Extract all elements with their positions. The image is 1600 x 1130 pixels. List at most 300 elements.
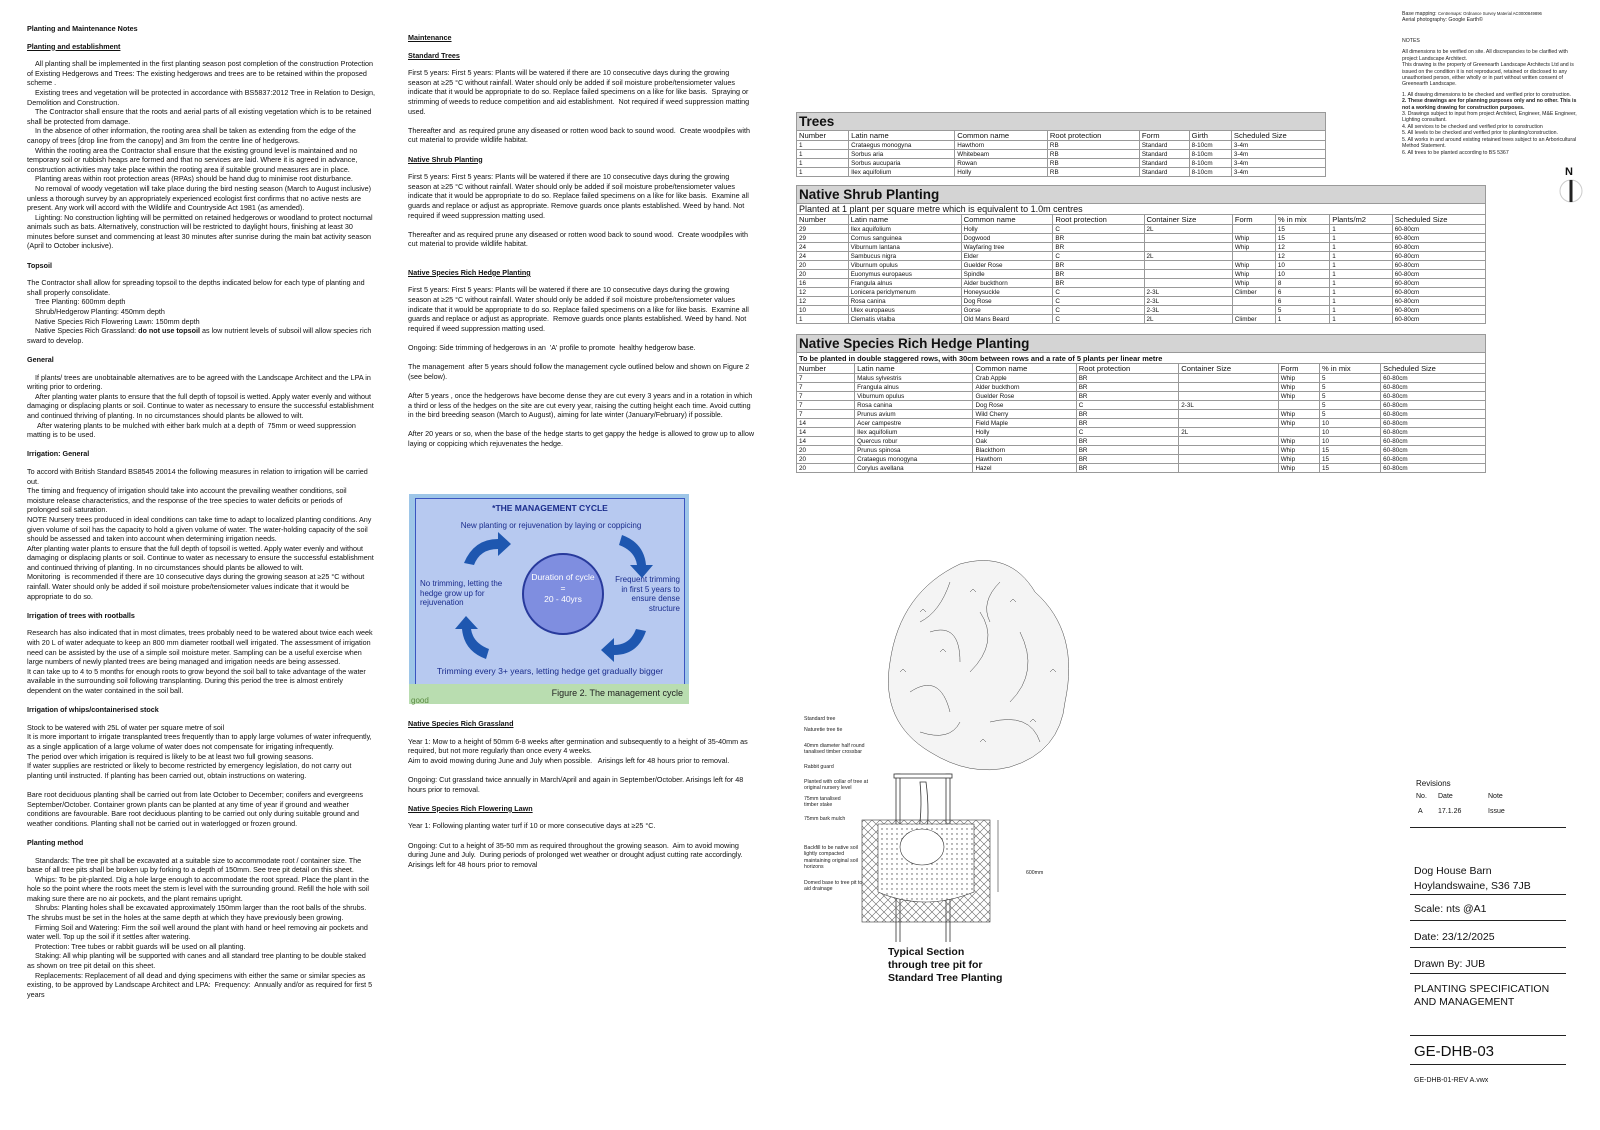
table-cell: [1179, 437, 1278, 446]
general-heading: General: [27, 355, 54, 364]
table-cell: Acer campestre: [855, 419, 973, 428]
table-cell: 10: [1319, 437, 1380, 446]
emphasis-text: do not use topsoil: [138, 326, 200, 336]
table-cell: 60-80cm: [1392, 270, 1485, 279]
table-cell: 1: [797, 168, 849, 177]
table-cell: 1: [1330, 297, 1393, 306]
figure-cropped-text: good: [411, 696, 429, 705]
table-cell: Frangula alnus: [848, 279, 961, 288]
table-row: [797, 279, 1486, 288]
table-cell: Hazel: [973, 464, 1076, 473]
table-title: Native Shrub Planting: [797, 186, 1486, 204]
divider: [1410, 894, 1566, 895]
table-cell: Whip: [1232, 234, 1275, 243]
paragraph: Ongoing: Cut grassland twice annually in March/April and again in September/October. Arisings left for 48 hours prior to removal.: [408, 774, 746, 794]
grassland-heading: Native Species Rich Grassland: [408, 719, 514, 728]
base-mapping-source: Centremaps: Ordnance Survey Material AC0000849896: [1438, 11, 1542, 16]
table-cell: 7: [797, 392, 855, 401]
table-cell: 3-4m: [1231, 141, 1325, 150]
rev-note: Issue: [1488, 808, 1505, 815]
rev-col-no: No.: [1416, 793, 1427, 800]
table-cell: Standard: [1139, 141, 1189, 150]
table-cell: Rowan: [955, 159, 1048, 168]
table-cell: Sorbus aria: [849, 150, 955, 159]
table-cell: Honeysuckle: [961, 288, 1053, 297]
table-cell: Euonymus europaeus: [848, 270, 961, 279]
divider: [1410, 920, 1566, 921]
table-cell: C: [1053, 288, 1144, 297]
table-cell: Standard: [1139, 168, 1189, 177]
table-cell: 1: [1330, 261, 1393, 270]
detail-label: Domed base to tree pit to aid drainage: [804, 880, 863, 893]
tree-detail-caption: Typical Section through tree pit for Standard Tree Planting: [888, 946, 1003, 984]
table-row: [797, 297, 1486, 306]
table-cell: 1: [1330, 225, 1393, 234]
table-cell: C: [1076, 428, 1179, 437]
rev-no: A: [1418, 808, 1423, 815]
table-cell: [1144, 279, 1232, 288]
table-cell: BR: [1076, 446, 1179, 455]
rev-col-note: Note: [1488, 793, 1503, 800]
note-item: 1. All drawing dimensions to be checked and verified prior to construction.: [1402, 91, 1571, 98]
paragraph: Protection: Tree tubes or rabbit guards will be used on all planting.: [27, 941, 246, 951]
trees-table: [796, 112, 1326, 177]
table-cell: 15: [1275, 234, 1329, 243]
note-item: 2. These drawings are for planning purposes only and no other. This is not a working drawing for construction purposes.: [1402, 98, 1577, 111]
table-cell: C: [1053, 306, 1144, 315]
grassland-column: [408, 719, 754, 879]
column-header: Common name: [973, 364, 1076, 374]
table-cell: 2-3L: [1144, 288, 1232, 297]
table-cell: [1278, 428, 1319, 437]
table-cell: C: [1053, 297, 1144, 306]
divider: [1410, 1035, 1566, 1036]
rootballs-block: [27, 628, 375, 695]
paragraph: Thereafter and as required prune any diseased or rotten wood back to sound wood. Create woodpiles with cut material to provide wildlife habitat.: [408, 125, 753, 145]
table-cell: 3-4m: [1231, 159, 1325, 168]
table-cell: 8-10cm: [1189, 150, 1231, 159]
drawing-number: GE-DHB-03: [1414, 1043, 1495, 1060]
table-cell: 60-80cm: [1381, 374, 1486, 383]
paragraph: After planting water plants to ensure that the full depth of topsoil is wetted. Apply water evenly and without damaging or displacing plants or soil. Continue to water as necessary to ensure the successful establishment and continued thriving of planting. In no circumstances should plants be allowed to wilt.: [27, 391, 376, 420]
table-header-row: [797, 364, 1486, 374]
drawn-by-text: Drawn By: JUB: [1414, 958, 1486, 970]
table-row: [797, 225, 1486, 234]
column-header: Latin name: [855, 364, 973, 374]
column-header: % in mix: [1319, 364, 1380, 374]
text-span: Native Species Rich Grassland:: [27, 326, 139, 336]
table-cell: 20: [797, 270, 849, 279]
table-cell: 20: [797, 464, 855, 473]
column-header: Root protection: [1076, 364, 1179, 374]
table-cell: 60-80cm: [1392, 306, 1485, 315]
paragraph: The timing and frequency of irrigation should take into account the prevailing weather conditions, soil moisture release characteristics, and the response of the tree species to water deficits or periods of prolonged soil saturation.: [27, 486, 349, 515]
table-cell: 1: [1330, 288, 1393, 297]
table-cell: C: [1053, 252, 1144, 261]
table-cell: 60-80cm: [1392, 225, 1485, 234]
table-cell: 60-80cm: [1381, 410, 1486, 419]
divider: [1410, 947, 1566, 948]
table-cell: Sambucus nigra: [848, 252, 961, 261]
paragraph: After 20 years or so, when the base of the hedge starts to get gappy the hedge is allowed to grow up to allow laying or coppicing which rejuvenates the hedge.: [408, 429, 757, 448]
aerial-credit: Aerial photography: Google Earth©: [1402, 17, 1483, 24]
table-cell: 60-80cm: [1381, 383, 1486, 392]
column-header: Plants/m2: [1330, 215, 1393, 225]
figure-caption: Figure 2. The management cycle: [551, 688, 683, 698]
table-cell: Guelder Rose: [961, 261, 1053, 270]
table-header-row: [797, 131, 1326, 141]
table-cell: 8-10cm: [1189, 168, 1231, 177]
paragraph: The period over which irrigation is required is likely to be at least two full growing seasons.: [27, 751, 314, 761]
table-cell: 1: [797, 141, 849, 150]
table-cell: RB: [1047, 168, 1139, 177]
table-cell: BR: [1076, 410, 1179, 419]
table-cell: 29: [797, 225, 849, 234]
irrigation-heading: Irrigation: General: [27, 449, 90, 459]
table-cell: Malus sylvestris: [855, 374, 973, 383]
table-row: [797, 252, 1486, 261]
topsoil-heading: Topsoil: [27, 260, 53, 270]
table-cell: Prunus avium: [855, 410, 973, 419]
table-cell: 14: [797, 428, 855, 437]
table-cell: Ilex aquifolium: [849, 168, 955, 177]
table-row: [797, 159, 1326, 168]
paragraph: Stock to be watered with 25L of water per square metre of soil: [27, 722, 225, 732]
drawing-title-line1: PLANTING SPECIFICATION: [1414, 983, 1550, 995]
note-item: 5. All levels to be checked and verified prior to planting/construction.: [1402, 130, 1559, 137]
table-cell: Clematis vitalba: [848, 315, 961, 324]
paragraph: If plants/ trees are unobtainable alternatives are to be agreed with the Landscape Architect and the LPA in writing prior to ordering.: [27, 372, 373, 392]
table-cell: 7: [797, 383, 855, 392]
table-cell: [1179, 392, 1278, 401]
table-cell: 29: [797, 234, 849, 243]
paragraph: Year 1: Mow to a height of 50mm 6-8 weeks after germination and subsequently to a height of 35-40mm as required, but not more regularly than once every 4 weeks. Aim to avoid mowing during June and July when possible. Arisings left for 48 hours prior to removal.: [408, 736, 748, 765]
table-cell: RB: [1047, 150, 1139, 159]
table-cell: 60-80cm: [1381, 455, 1486, 464]
table-cell: Whip: [1278, 455, 1319, 464]
rootballs-heading: Irrigation of trees with rootballs: [27, 610, 135, 620]
table-cell: Oak: [973, 437, 1076, 446]
table-cell: Holly: [955, 168, 1048, 177]
table-cell: 60-80cm: [1392, 234, 1485, 243]
table-cell: 60-80cm: [1381, 464, 1486, 473]
paragraph: After planting water plants to ensure that the full depth of topsoil is wetted. Apply water evenly and without damaging or displacing plants or soil. Continue to water as necessary to ensure the successful establishment and continued thriving of planting. In no circumstances should plants be allowed to wilt.: [27, 543, 376, 572]
table-cell: Blackthorn: [973, 446, 1076, 455]
table-cell: 24: [797, 252, 849, 261]
table-cell: Quercus robur: [855, 437, 973, 446]
detail-label: Naturetie tree tie: [804, 727, 843, 733]
paragraph: Year 1: Following planting water turf if 10 or more consecutive days at ≥25 °C.: [408, 821, 656, 831]
table-cell: BR: [1076, 464, 1179, 473]
depth-label: 600mm: [1026, 870, 1044, 876]
table-cell: [1179, 446, 1278, 455]
table-cell: 2-3L: [1179, 401, 1278, 410]
column-header: Number: [797, 215, 849, 225]
table-row: [797, 243, 1486, 252]
table-title-row: [797, 113, 1326, 131]
table-title-row: [797, 186, 1486, 204]
table-cell: Viburnum lantana: [848, 243, 961, 252]
figure-panel: [415, 498, 685, 686]
table-header-row: [797, 215, 1486, 225]
table-cell: 10: [797, 306, 849, 315]
table-row: [797, 141, 1326, 150]
table-cell: Viburnum opulus: [855, 392, 973, 401]
table-cell: 1: [797, 159, 849, 168]
column-header: Scheduled Size: [1392, 215, 1485, 225]
table-cell: Whip: [1278, 410, 1319, 419]
table-cell: BR: [1076, 419, 1179, 428]
drawing-title-line2: AND MANAGEMENT: [1414, 996, 1515, 1008]
table-cell: Crataegus monogyna: [855, 455, 973, 464]
column-header: Common name: [955, 131, 1048, 141]
circle-text: 20 - 40yrs: [544, 594, 582, 604]
table-row: [797, 428, 1486, 437]
table-row: [797, 383, 1486, 392]
table-cell: Whip: [1278, 383, 1319, 392]
table-cell: Elder: [961, 252, 1053, 261]
table-cell: 3-4m: [1231, 150, 1325, 159]
planting-establishment-heading: Planting and establishment: [27, 41, 121, 51]
table-cell: [1179, 374, 1278, 383]
note-item: 4. All services to be checked and verified prior to construction: [1402, 123, 1543, 130]
native-shrub-heading: Native Shrub Planting: [408, 154, 483, 164]
table-row: [797, 401, 1486, 410]
table-cell: RB: [1047, 159, 1139, 168]
figure-top-text: New planting or rejuvenation by laying or coppicing: [460, 521, 642, 530]
table-cell: 60-80cm: [1392, 297, 1485, 306]
table-cell: Standard: [1139, 159, 1189, 168]
table-cell: 15: [1319, 455, 1380, 464]
table-cell: 10: [1319, 419, 1380, 428]
topsoil-block: [27, 278, 375, 345]
table-cell: 15: [1319, 464, 1380, 473]
whips-block: [27, 723, 375, 781]
table-cell: [1232, 225, 1275, 234]
table-cell: 1: [1330, 270, 1393, 279]
table-cell: 8-10cm: [1189, 141, 1231, 150]
project-address: Hoylandswaine, S36 7JB: [1414, 880, 1531, 892]
table-cell: 60-80cm: [1392, 315, 1485, 324]
table-cell: 7: [797, 374, 855, 383]
table-cell: 60-80cm: [1381, 392, 1486, 401]
table-cell: Sorbus aucuparia: [849, 159, 955, 168]
table-cell: [1232, 252, 1275, 261]
paragraph: No removal of woody vegetation will take place during the bird nesting season (March to August inclusive) unless a thorough survey by an appropriately experienced ecologist first confirms that no active nests are present. Any work will accord with the Wildlife and Countryside Act 1981 (as amended).: [27, 183, 373, 213]
establishment-paragraphs: [27, 59, 378, 251]
column-header: Form: [1278, 364, 1319, 374]
table-cell: 60-80cm: [1392, 243, 1485, 252]
column-header: Scheduled Size: [1381, 364, 1486, 374]
note-item: 5. All works in and around existing retained trees subject to an Arboricultural Method Statement.: [1402, 136, 1577, 150]
table-cell: [1144, 243, 1232, 252]
topsoil-line: Tree Planting: 600mm depth: [27, 297, 126, 307]
paragraph: Standards: The tree pit shall be excavated at a suitable size to accommodate root / container size. The base of all tree pits shall be broken up by forking to a depth of 150mm. See tree pit detail on this sheet.: [27, 855, 364, 875]
hedge-heading: Native Species Rich Hedge Planting: [408, 267, 531, 277]
table-cell: [1179, 464, 1278, 473]
table-cell: 2L: [1144, 252, 1232, 261]
table-cell: 12: [797, 288, 849, 297]
table-cell: 5: [1319, 392, 1380, 401]
table-cell: [1179, 419, 1278, 428]
column-header: Form: [1139, 131, 1189, 141]
paragraph: First 5 years: First 5 years: Plants will be watered if there are 10 consecutive days during the growing season at ≥25 °C without rainfall. Water should only be added if soil moisture probe/tensiometer values indicate that it would be appropriate to do so. Replace failed specimens on a like for like basis. Examine all guards and replace or adjust as appropriate. Remove guards once plants established. Weed by hand. Not required if weed suppression matting used.: [408, 285, 751, 333]
table-cell: 8-10cm: [1189, 159, 1231, 168]
table-cell: 14: [797, 419, 855, 428]
table-cell: 1: [1275, 315, 1329, 324]
table-cell: 20: [797, 446, 855, 455]
table-cell: [1144, 261, 1232, 270]
table-cell: Dogwood: [961, 234, 1053, 243]
table-cell: Whitebeam: [955, 150, 1048, 159]
table-row: [797, 315, 1486, 324]
table-row: [797, 261, 1486, 270]
table-cell: [1179, 383, 1278, 392]
paragraph: Firming Soil and Watering: Firm the soil well around the plant with hand or heel removing air pockets and water well. Top up the soil if it settles after watering.: [27, 922, 370, 942]
figure-left-text: No trimming, letting the hedge grow up for rejuvenation: [420, 579, 503, 608]
table-row: [797, 419, 1486, 428]
table-row: [797, 234, 1486, 243]
paragraph: Ongoing: Cut to a height of 35-50 mm as required throughout the growing season. Aim to avoid mowing during June and July. During periods of prolonged wet weather or drought adjust cutting rate accordingly. Arisings left for 48 hours prior to removal: [408, 840, 747, 869]
table-cell: Whip: [1278, 446, 1319, 455]
table-cell: Field Maple: [973, 419, 1076, 428]
table-cell: 60-80cm: [1381, 446, 1486, 455]
paragraph: Research has also indicated that in most climates, trees probably need to be watered about twice each week with 20 L of water adequate to keep an 800 mm diameter rootball well irrigated. The assessment of irrigation need can be assisted by the use of a simple soil moisture meter. Sampling can be a useful exercise when large numbers of newly planted trees are being managed and irrigation needs are being assessed.: [27, 628, 375, 667]
table-cell: 5: [1319, 374, 1380, 383]
table-row: [797, 270, 1486, 279]
tree-canopy: [888, 561, 1068, 770]
table-cell: Lonicera periclymenum: [848, 288, 961, 297]
paragraph: First 5 years: First 5 years: Plants will be watered if there are 10 consecutive days during the growing season at ≥25 °C without rainfall. Water should only be added if soil moisture probe/tensiometer values indicate that it would be appropriate to do so. Replace failed specimens on a like for like basis. Examine all guards and replace or adjust as appropriate. Remove guards once plants established. Weed by hand. Not required if weed suppression matting used.: [408, 172, 751, 220]
table-cell: 60-80cm: [1392, 261, 1485, 270]
table-row: [797, 410, 1486, 419]
table-cell: BR: [1076, 392, 1179, 401]
table-cell: [1144, 234, 1232, 243]
table-cell: [1278, 401, 1319, 410]
table-cell: 2-3L: [1144, 306, 1232, 315]
arrow-icon: [455, 532, 653, 662]
table-cell: 1: [1330, 243, 1393, 252]
table-subtitle-row: [797, 204, 1486, 215]
table-cell: 10: [1319, 428, 1380, 437]
table-cell: 60-80cm: [1392, 252, 1485, 261]
table-row: [797, 374, 1486, 383]
table-cell: 14: [797, 437, 855, 446]
table-cell: Rosa canina: [855, 401, 973, 410]
column-header: Number: [797, 364, 855, 374]
table-cell: Whip: [1278, 392, 1319, 401]
notes-intro: All dimensions to be verified on site. All discrepancies to be clarified with project Landscape Architect. This drawing is the property of Greenearth Landscape Architects Ltd and is issued on the condition it is not reproduced, retained or disclosed to any unauthorised person, either wholly or in part without written consent of Greenearth Landscape.: [1402, 49, 1574, 88]
column-header: Root protection: [1047, 131, 1139, 141]
table-cell: Viburnum opulus: [848, 261, 961, 270]
table-cell: Climber: [1232, 315, 1275, 324]
table-cell: [1144, 270, 1232, 279]
paragraph: Existing trees and vegetation will be protected in accordance with BS5837:2012 Tree in Relation to Design, Demolition and Construction.: [27, 87, 378, 107]
table-cell: Crataegus monogyna: [849, 141, 955, 150]
table-cell: [1232, 297, 1275, 306]
paragraph: Thereafter and as required prune any diseased or rotten wood back to sound wood. Create woodpiles with cut material to provide wildlife habitat.: [408, 229, 751, 249]
table-cell: Guelder Rose: [973, 392, 1076, 401]
column-header: Latin name: [848, 215, 961, 225]
table-title: Native Species Rich Hedge Planting: [797, 335, 1486, 353]
table-cell: 7: [797, 410, 855, 419]
table-subtitle: To be planted in double staggered rows, with 30cm between rows and a rate of 5 plants per linear metre: [797, 353, 1486, 364]
table-cell: Holly: [961, 225, 1053, 234]
table-cell: 20: [797, 455, 855, 464]
table-cell: Prunus spinosa: [855, 446, 973, 455]
paragraph: It can take up to 4 to 5 months for enough roots to grow beyond the soil ball to take advantage of the water available in the surrounding soil following transplanting. During this period the tree is almost entirely dependent on the water contained in the soil ball.: [27, 666, 368, 695]
table-cell: C: [1053, 315, 1144, 324]
table-row: [797, 455, 1486, 464]
table-cell: [1232, 306, 1275, 315]
table-cell: Old Mans Beard: [961, 315, 1053, 324]
table-cell: 1: [1330, 306, 1393, 315]
table-subtitle: Planted at 1 plant per square metre which is equivalent to 1.0m centres: [797, 204, 1486, 215]
table-cell: 5: [1319, 401, 1380, 410]
table-cell: Holly: [973, 428, 1076, 437]
planting-method-heading: Planting method: [27, 837, 84, 847]
paragraph: Replacements: Replacement of all dead and dying specimens with either the same or similar species as existing, to be approved by Landscape Architect and LPA: Frequency: Annually and/or as required for first 5 years: [27, 970, 375, 999]
paragraph: If water supplies are restricted or likely to become restricted by emergency legislation, do not carry out planting until instructed. If planting has been carried out, obtain instructions on watering.: [27, 761, 354, 780]
table-cell: 8: [1275, 279, 1329, 288]
divider: [1410, 973, 1566, 974]
table-subtitle-row: [797, 353, 1486, 364]
table-cell: C: [1053, 225, 1144, 234]
table-cell: 10: [1275, 261, 1329, 270]
table-cell: Frangula alnus: [855, 383, 973, 392]
paragraph: Lighting: No construction lighting will be permitted on retained hedgerows or woodland to protect nocturnal animals such as bats. Alternatively, construction will be restricted to daylight hours, finishing at least 30 minutes before sunset and commencing at least 30 minutes after sunrise during the main bat activity season (April to October inclusive).: [27, 212, 377, 251]
figure-title: *THE MANAGEMENT CYCLE: [492, 503, 608, 513]
table-cell: 2-3L: [1144, 297, 1232, 306]
topsoil-line: [27, 326, 375, 345]
column-header: Common name: [961, 215, 1053, 225]
table-cell: Climber: [1232, 288, 1275, 297]
column-header: % in mix: [1275, 215, 1329, 225]
native-shrub-table: [796, 185, 1486, 324]
table-cell: 12: [797, 297, 849, 306]
table-cell: 1: [1330, 279, 1393, 288]
table-cell: 16: [797, 279, 849, 288]
maintenance-heading: Maintenance: [408, 33, 452, 42]
paragraph: The management after 5 years should follow the management cycle outlined below and shown on Figure 2 (see below).: [408, 362, 752, 381]
paragraph: The Contractor shall ensure that the roots and aerial parts of all existing vegetation which is to be retained shall be protected from damage.: [27, 107, 374, 126]
table-cell: BR: [1053, 270, 1144, 279]
left-notes-column: [27, 24, 378, 1009]
table-cell: Cornus sanguinea: [848, 234, 961, 243]
table-cell: Hawthorn: [973, 455, 1076, 464]
table-cell: Hawthorn: [955, 141, 1048, 150]
table-cell: 2L: [1144, 315, 1232, 324]
column-header: Root protection: [1053, 215, 1144, 225]
table-title-row: [797, 335, 1486, 353]
table-cell: 1: [797, 150, 849, 159]
table-cell: BR: [1076, 383, 1179, 392]
table-cell: 24: [797, 243, 849, 252]
paragraph: The Contractor shall allow for spreading topsoil to the depths indicated below for each type of planting and shall properly consolidate.: [27, 278, 367, 297]
table-cell: Alder buckthorn: [961, 279, 1053, 288]
table-cell: Whip: [1232, 270, 1275, 279]
table-cell: Whip: [1278, 374, 1319, 383]
file-name: GE-DHB-01-REV A.vwx: [1414, 1077, 1489, 1084]
topsoil-line: Native Species Rich Flowering Lawn: 150mm depth: [27, 316, 200, 326]
detail-label: Standard tree: [804, 716, 836, 722]
table-cell: 15: [1319, 446, 1380, 455]
table-cell: RB: [1047, 141, 1139, 150]
rev-col-date: Date: [1438, 793, 1453, 800]
table-cell: Wayfaring tree: [961, 243, 1053, 252]
table-cell: 15: [1275, 225, 1329, 234]
table-cell: Spindle: [961, 270, 1053, 279]
